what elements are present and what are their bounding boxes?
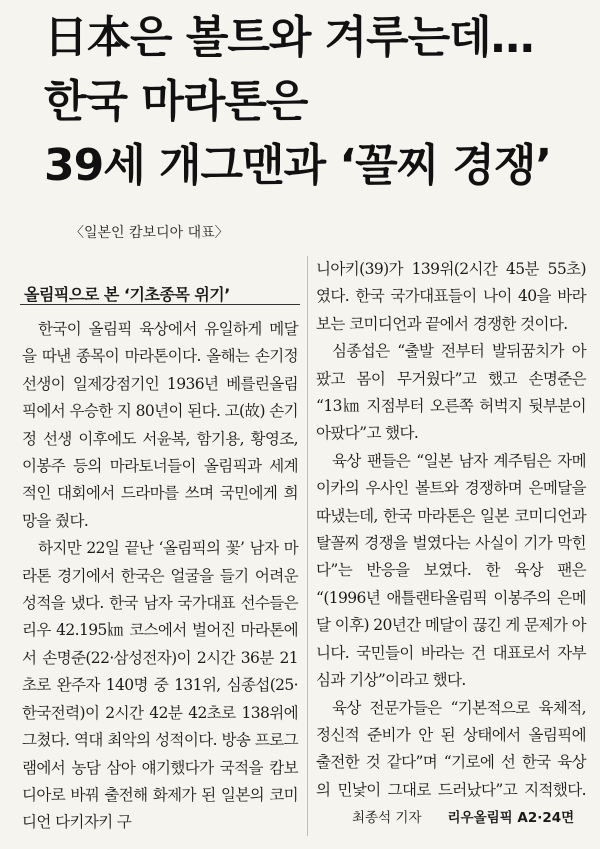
subheading-rule: [20, 304, 300, 305]
article-column-left: [22, 316, 298, 837]
photo-caption: 〈일본인 캄보디아 대표〉: [70, 225, 229, 241]
byline: 최종석 기자: [352, 810, 422, 827]
column-divider: [307, 256, 308, 836]
section-reference: 리우올림픽 A2·24면: [447, 810, 575, 827]
article-paragraph: 하지만 22일 끝난 ‘올림픽의 꽃’ 남자 마라톤 경기에서 한국은 얼굴을 들기 어려운 성적을 냈다. 한국 남자 국가대표 선수들은 리우 42.195㎞ 코스에서 벌어진 마라톤에서 손명준(22·삼성전자)이 2시간 36분 21초로 완주자 140명 중 131위, 심종섭(25·한국전력)이 2시간 42분 42초로 138위에 그쳤다. 역대 최악의 성적이다. 방송 프로그램에서 농담 삼아 얘기했다가 국적을 캄보디아로 바꿔 출전해 화제가 된 일본의 코미디언 다키자키 구: [22, 539, 298, 832]
article-paragraph: 육상 팬들은 “일본 남자 계주팀은 자메이카의 우사인 볼트와 경쟁하며 은메달을 따냈는데, 한국 마라톤은 일본 코미디언과 탈꼴찌 경쟁을 벌였다는 사실이 기가 막힌다”는 반응을 보였다. 한 육상 팬은 “(1996년 애틀랜타올림픽 이봉주의 은메달 이후) 20년간 메달이 끊긴 게 문제가 아니다. 국민들이 바라는 건 대표로서 자부심과 기상”이라고 했다.: [316, 451, 586, 690]
article-paragraph-last: [316, 695, 586, 833]
headline-line-2: 한국 마라톤은: [44, 76, 308, 127]
article-paragraph: 심종섭은 “출발 전부터 발뒤꿈치가 아팠고 몸이 무거웠다”고 했고 손명준은 “13㎞ 지점부터 오른쪽 허벅지 뒷부분이 아팠다”고 했다.: [316, 342, 586, 443]
subheading: 올림픽으로 본 ‘기초종목 위기’: [24, 285, 230, 304]
article-column-right: [316, 256, 586, 833]
headline: [44, 6, 584, 198]
headline-line-1: 日本은 볼트와 겨루는데…: [44, 12, 534, 63]
article-paragraph: 한국이 올림픽 육상에서 유일하게 메달을 따낸 종목이 마라톤이다. 올해는 손기정 선생이 일제강점기인 1936년 베를린올림픽에서 우승한 지 80년이 된다. 고(故) 손기정 선생 이후에도 서윤복, 함기용, 황영조, 이봉주 등의 마라토너들이 올림픽과 세계적인 대회에서 드라마를 쓰며 국민에게 희망을 줬다.: [22, 320, 298, 530]
article-paragraph-text: 육상 전문가들은 “기본적으로 육체적, 정신적 준비가 안 된 상태에서 올림픽에 출전한 것 같다”며 “기로에 선 한국 육상의 민낯이 그대로 드러났다”고 지적했다.: [316, 698, 586, 799]
article-paragraph: 니아키(39)가 139위(2시간 45분 55초)였다. 한국 국가대표들이 나이 40을 바라보는 코미디언과 끝에서 경쟁한 것이다.: [316, 260, 586, 333]
headline-line-3: 39세 개그맨과 ‘꼴찌 경쟁’: [44, 140, 552, 191]
